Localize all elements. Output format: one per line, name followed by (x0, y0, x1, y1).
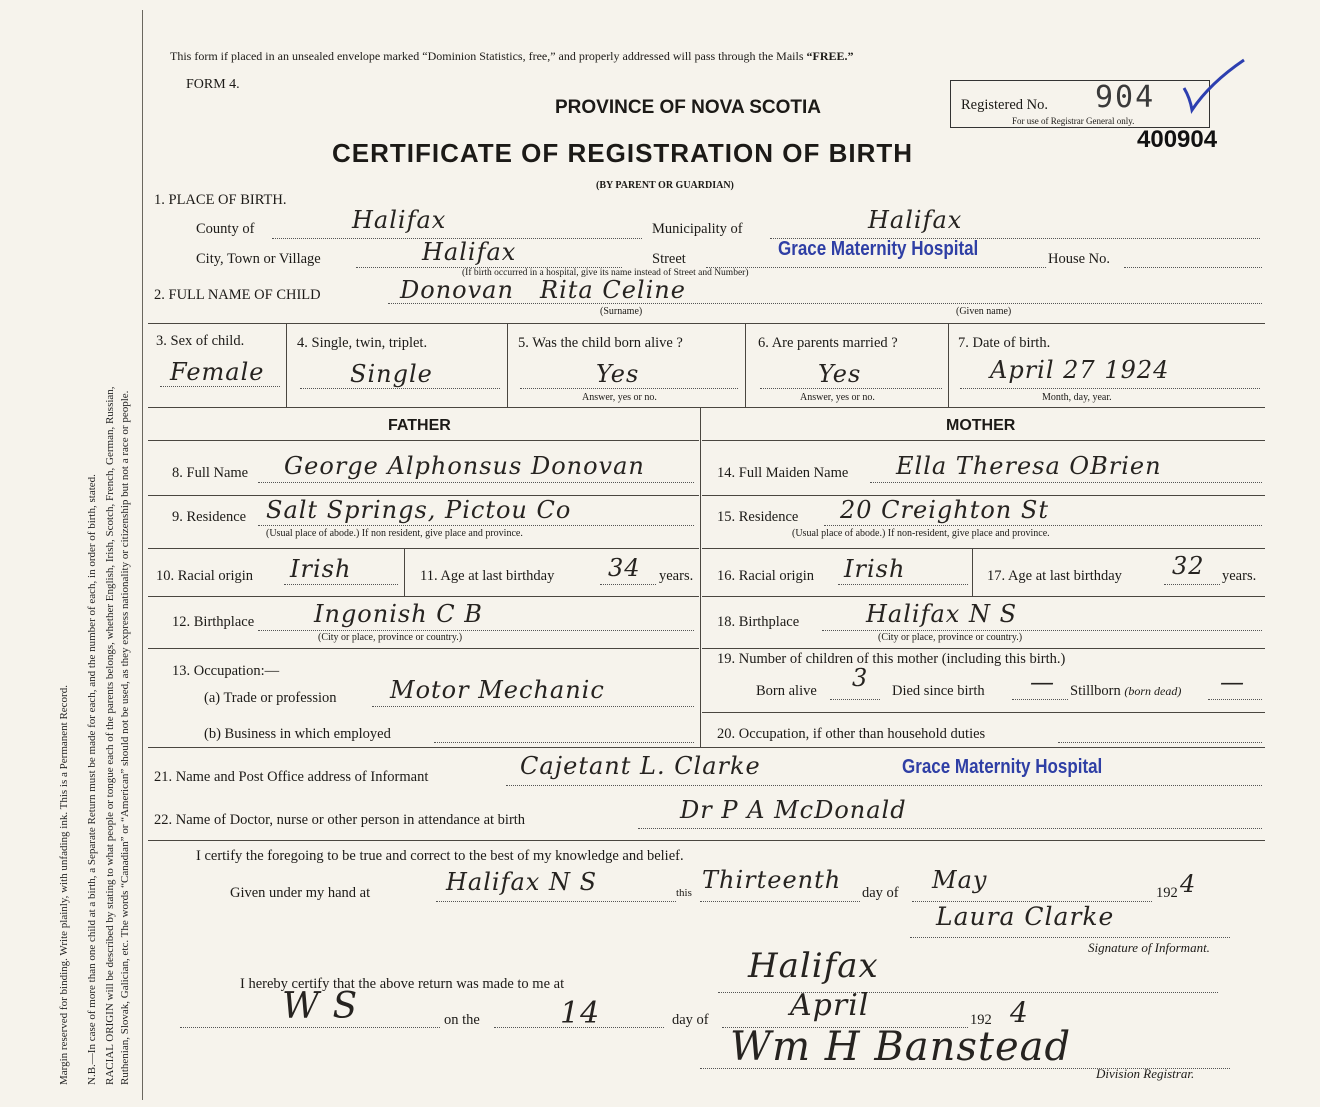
informant-name-value: Cajetant L. Clarke (520, 752, 761, 780)
stillborn-value: — (1220, 668, 1245, 696)
mother-heading: MOTHER (946, 417, 1016, 434)
father-occupation-label: 13. Occupation:— (172, 663, 280, 679)
father-years-label: years. (659, 568, 694, 584)
mail-notice: This form if placed in an unsealed envelope marked “Dominion Statistics, free,” and properly addressed will pass through the Mails “FREE.” (170, 49, 854, 63)
division-registrar-label: Division Registrar. (1096, 1066, 1195, 1081)
children-count-label: 19. Number of children of this mother (including this birth.) (717, 651, 1066, 667)
died-since-birth-label: Died since birth (892, 683, 985, 699)
doctor-value: Dr P A McDonald (680, 796, 907, 824)
doctor-label: 22. Name of Doctor, nurse or other person in attendance at birth (154, 812, 526, 828)
given-under-label: Given under my hand at (230, 885, 371, 901)
mother-name-value: Ella Theresa OBrien (896, 452, 1162, 480)
born-alive-note: Answer, yes or no. (582, 392, 657, 403)
page-subtitle: (BY PARENT OR GUARDIAN) (596, 180, 734, 191)
mother-birthplace-note: (City or place, province or country.) (878, 632, 1023, 643)
binding-margin-line (142, 10, 143, 1100)
margin-note-racial-origin-cont: Ruthenian, Slovak, Galician, etc. The words “Canadian” or “American” should not be used, as they express nationality or citizenship but not a race or people. (119, 390, 131, 1085)
father-residence-value: Salt Springs, Pictou Co (266, 496, 572, 524)
registrar-year-suffix: 4 (1010, 996, 1029, 1029)
mother-birthplace-label: 18. Birthplace (717, 614, 800, 630)
day-value: Thirteenth (702, 866, 842, 894)
municipality-label: Municipality of (652, 221, 743, 237)
mother-years-label: years. (1222, 568, 1257, 584)
mother-residence-note: (Usual place of abode.) If non-resident, give place and province. (792, 528, 1050, 539)
registrar-note: For use of Registrar General only. (1012, 116, 1135, 126)
this-label: this (676, 887, 692, 899)
margin-note-binding: Margin reserved for binding. Write plainly, with unfading ink. This is a Permanent Record. (58, 685, 70, 1085)
certify-statement: I certify the foregoing to be true and correct to the best of my knowledge and belief. (196, 848, 684, 864)
mother-age-label: 17. Age at last birthday (987, 568, 1122, 584)
given-name-note: (Given name) (956, 306, 1012, 317)
mother-race-label: 16. Racial origin (717, 568, 815, 584)
informant-signature-label: Signature of Informant. (1088, 940, 1210, 955)
mother-age-value: 32 (1172, 552, 1205, 580)
father-birthplace-note: (City or place, province or country.) (318, 632, 463, 643)
child-given-name-value: Rita Celine (540, 276, 686, 304)
city-value: Halifax (422, 238, 517, 266)
province-heading: PROVINCE OF NOVA SCOTIA (555, 97, 822, 118)
registrar-certify-statement: I hereby certify that the above return was made to me at (240, 976, 565, 992)
house-number-label: House No. (1048, 251, 1111, 267)
given-place-value: Halifax N S (446, 868, 598, 896)
sex-label: 3. Sex of child. (156, 333, 245, 349)
registrar-month-value: April (790, 988, 870, 1023)
margin-note-multiple-births: N.B.—In case of more than one child at a birth, a Separate Return must be made for each, and the number of each, in order of birth, stated. (86, 474, 98, 1085)
registered-number: 904 (1095, 80, 1156, 115)
died-since-birth-value: — (1030, 668, 1055, 696)
informant-label: 21. Name and Post Office address of Informant (154, 769, 429, 785)
stillborn-label: Stillborn (born dead) (1070, 683, 1182, 699)
form-number: FORM 4. (186, 77, 240, 92)
married-label: 6. Are parents married ? (758, 335, 898, 351)
father-birthplace-label: 12. Birthplace (172, 614, 255, 630)
page-title: CERTIFICATE OF REGISTRATION OF BIRTH (332, 138, 914, 168)
on-the-label: on the (444, 1012, 480, 1028)
father-race-label: 10. Racial origin (156, 568, 254, 584)
surname-note: (Surname) (600, 306, 643, 317)
registrar-year-prefix: 192 (970, 1012, 992, 1028)
municipality-value: Halifax (868, 206, 963, 234)
father-name-label: 8. Full Name (172, 465, 249, 481)
born-alive-count-label: Born alive (756, 683, 817, 699)
plurality-label: 4. Single, twin, triplet. (297, 335, 428, 351)
father-age-label: 11. Age at last birthday (420, 568, 555, 584)
dob-value: April 27 1924 (990, 356, 1170, 384)
plurality-value: Single (350, 360, 433, 388)
informant-address-stamp: Grace Maternity Hospital (902, 756, 1103, 778)
street-label: Street (652, 251, 686, 267)
dob-note: Month, day, year. (1042, 392, 1112, 403)
mother-occupation-label: 20. Occupation, if other than household duties (717, 726, 986, 742)
father-residence-note: (Usual place of abode.) If non resident, give place and province. (266, 528, 523, 539)
mother-name-label: 14. Full Maiden Name (717, 465, 849, 481)
father-heading: FATHER (388, 417, 451, 434)
child-surname-value: Donovan (400, 276, 514, 304)
trade-label: (a) Trade or profession (204, 690, 337, 706)
dob-label: 7. Date of birth. (958, 335, 1051, 351)
father-name-value: George Alphonsus Donovan (284, 452, 645, 480)
trade-value: Motor Mechanic (390, 676, 605, 704)
registrar-initials: W S (282, 986, 359, 1027)
registrar-signature: Wm H Banstead (730, 1024, 1072, 1070)
father-race-value: Irish (290, 555, 352, 583)
year-prefix: 192 (1156, 885, 1178, 901)
street-value-stamp: Grace Maternity Hospital (778, 238, 979, 260)
day-of-label: day of (862, 885, 899, 901)
mother-race-value: Irish (844, 555, 906, 583)
county-label: County of (196, 221, 255, 237)
sex-value: Female (170, 358, 265, 386)
born-alive-count-value: 3 (852, 664, 869, 692)
married-value: Yes (818, 360, 862, 388)
margin-note-racial-origin: RACIAL ORIGIN will be described by stating to what people or tongue each of the parents belongs, whether English, Irish, Scotch, French, German, Russian, (104, 386, 116, 1085)
county-value: Halifax (352, 206, 447, 234)
registrar-day-value: 14 (560, 996, 601, 1031)
city-label: City, Town or Village (196, 251, 321, 267)
father-residence-label: 9. Residence (172, 509, 247, 525)
married-note: Answer, yes or no. (800, 392, 875, 403)
father-birthplace-value: Ingonish C B (314, 600, 483, 628)
mother-residence-value: 20 Creighton St (840, 496, 1049, 524)
checkmark-icon (1180, 58, 1250, 118)
hospital-note: (If birth occurred in a hospital, give its name instead of Street and Number) (462, 268, 749, 278)
registrar-place-value: Halifax (748, 946, 879, 986)
mother-residence-label: 15. Residence (717, 509, 799, 525)
registrar-day-of-label: day of (672, 1012, 709, 1028)
informant-signature: Laura Clarke (936, 902, 1115, 931)
year-suffix: 4 (1180, 870, 1197, 898)
place-of-birth-label: 1. PLACE OF BIRTH. (154, 192, 287, 208)
month-value: May (932, 866, 988, 894)
born-alive-label: 5. Was the child born alive ? (518, 335, 683, 351)
file-number: 400904 (1137, 126, 1218, 153)
mother-birthplace-value: Halifax N S (866, 600, 1018, 628)
business-label: (b) Business in which employed (204, 726, 391, 742)
registered-label: Registered No. (961, 97, 1048, 113)
born-alive-value: Yes (596, 360, 640, 388)
father-age-value: 34 (608, 554, 641, 582)
child-name-label: 2. FULL NAME OF CHILD (154, 287, 321, 303)
